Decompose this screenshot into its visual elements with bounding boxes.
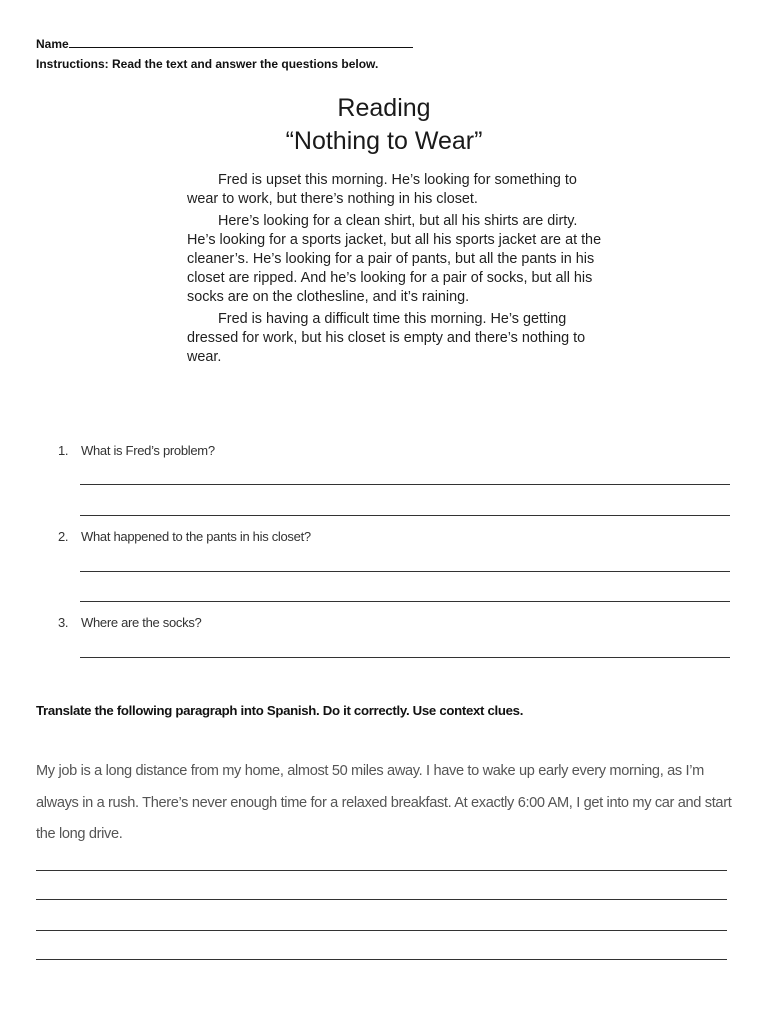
- name-blank-line[interactable]: [69, 36, 413, 48]
- translation-paragraph: My job is a long distance from my home, almost 50 miles away. I have to wake up early every morning, as I’m always in a rush. There’s never enough time for a relaxed breakfast. At exactly 6:00 AM, I get into my car and start the long drive.: [36, 763, 732, 842]
- question-text: Where are the socks?: [81, 615, 202, 630]
- passage-paragraph: Here’s looking for a clean shirt, but all his shirts are dirty. He’s looking for a sports jacket, but all his sports jacket are at the cleaner’s. He’s looking for a pair of pants, but all the pants in his closet are ripped. And he’s looking for a pair of socks, but all his socks are on the clothesline, and it’s raining.: [187, 213, 602, 305]
- answer-line[interactable]: [80, 657, 730, 658]
- answer-line[interactable]: [80, 515, 730, 516]
- passage-paragraph: Fred is upset this morning. He’s looking for something to wear to work, but there’s nothing in his closet.: [187, 172, 577, 207]
- reading-subtitle: “Nothing to Wear”: [285, 127, 483, 155]
- reading-title-block: [0, 92, 768, 158]
- translation-heading: Translate the following paragraph into Spanish. Do it correctly. Use context clues.: [36, 703, 524, 718]
- question-1: [58, 443, 215, 458]
- question-number: 1.: [58, 443, 69, 458]
- name-field[interactable]: [36, 36, 413, 51]
- question-text: What happened to the pants in his closet?: [81, 529, 311, 544]
- answer-line[interactable]: [80, 484, 730, 485]
- answer-line[interactable]: [80, 571, 730, 572]
- translation-answer-line[interactable]: [36, 899, 727, 900]
- reading-title: Reading: [337, 94, 431, 122]
- translation-answer-line[interactable]: [36, 930, 727, 931]
- question-2: [58, 529, 311, 544]
- question-text: What is Fred’s problem?: [81, 443, 215, 458]
- translation-answer-line[interactable]: [36, 959, 727, 960]
- reading-passage: [187, 171, 607, 370]
- question-number: 3.: [58, 615, 69, 630]
- name-label: Name: [36, 37, 69, 51]
- translation-answer-line[interactable]: [36, 870, 727, 871]
- answer-line[interactable]: [80, 601, 730, 602]
- passage-paragraph: Fred is having a difficult time this morning. He’s getting dressed for work, but his closet is empty and there’s nothing to wear.: [187, 311, 586, 365]
- question-number: 2.: [58, 529, 69, 544]
- question-3: [58, 615, 201, 630]
- instructions-text: Instructions: Read the text and answer the questions below.: [36, 57, 379, 71]
